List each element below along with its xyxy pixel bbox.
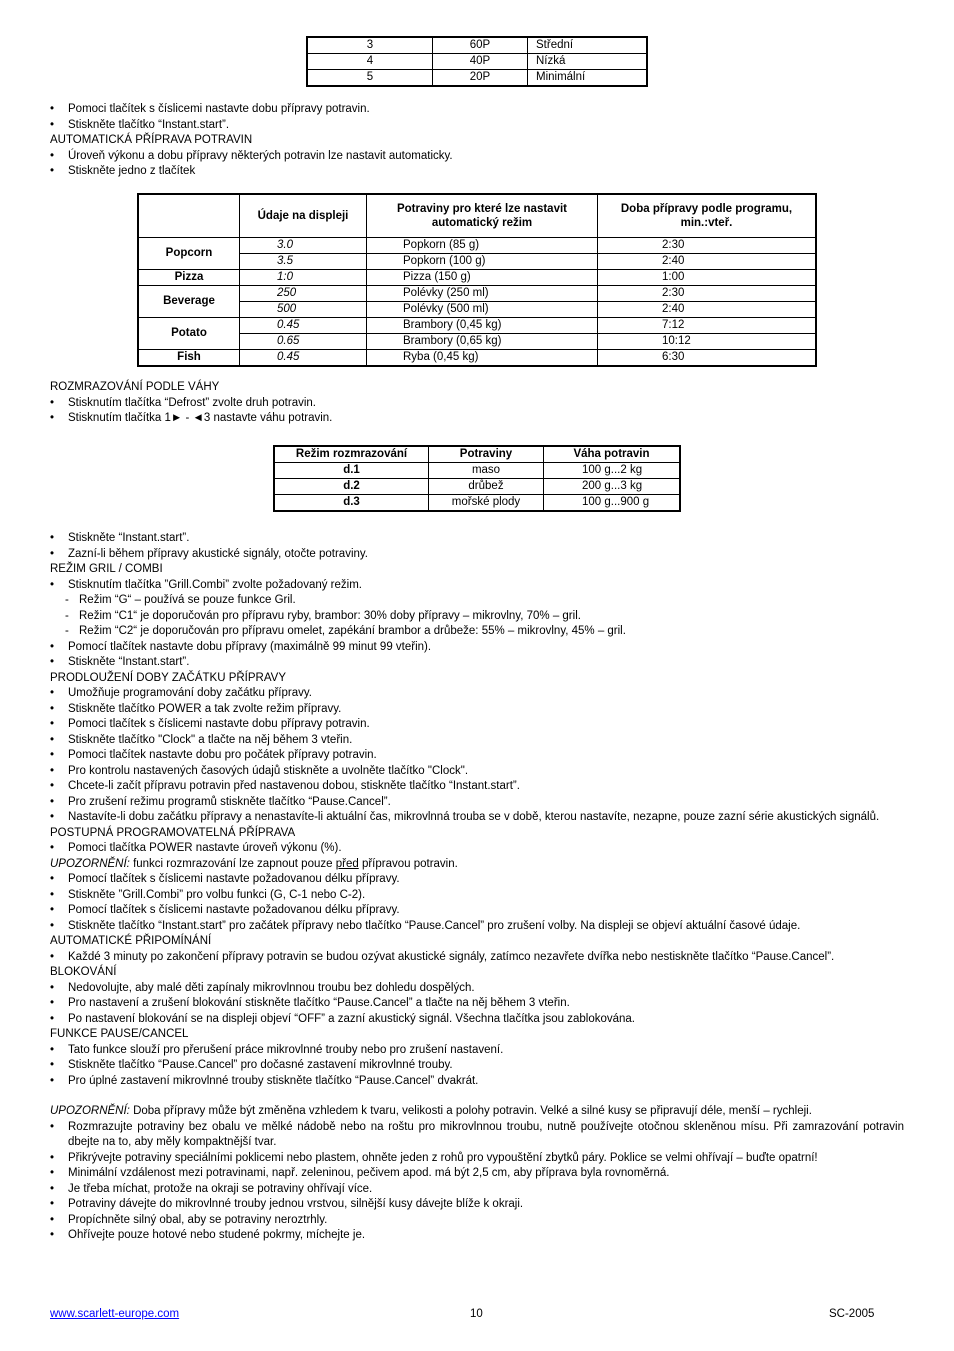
list-item: • Zazní-li během přípravy akustické signály, otočte potraviny.	[50, 547, 904, 563]
food-item: Polévky (250 ml)	[367, 286, 598, 302]
list-item: • Pomocí tlačítek s číslicemi nastavte požadovanou délku přípravy.	[50, 872, 904, 888]
table-cell: 200 g...3 kg	[544, 479, 681, 495]
list-item: - Režim “G“ – používá se pouze funkce Gril.	[65, 593, 904, 609]
cooking-time: 1:00	[598, 270, 817, 286]
table-row	[138, 270, 816, 286]
table-row	[138, 334, 816, 350]
display-value: 3.0	[240, 238, 367, 254]
list-item: • Je třeba míchat, protože na okraji se potraviny ohřívají více.	[50, 1182, 904, 1198]
table-cell: 4	[307, 54, 433, 70]
list-item: • Pomocí tlačítek nastavte dobu přípravy (maximálně 99 minut 99 vteřin).	[50, 640, 904, 656]
list-item: • Pomocí tlačítek s číslicemi nastavte požadovanou délku přípravy.	[50, 903, 904, 919]
list-item: • Stiskněte jedno z tlačítek	[50, 164, 904, 180]
list-item: • Rozmrazujte potraviny bez obalu ve mělké nádobě nebo na roštu pro mikrovlnnou troubu, nutně používejte otočnou skleněnou mísu. Při zamrazování potravin dbejte na to, aby měly kompaktnější tvar.	[50, 1120, 904, 1151]
table-cell: drůbež	[429, 479, 544, 495]
list-item: • Stiskněte tlačítko “Pause.Cancel” pro dočasné zastavení mikrovlnné trouby.	[50, 1058, 904, 1074]
display-value: 3.5	[240, 254, 367, 270]
cooking-time: 2:30	[598, 238, 817, 254]
table-row	[274, 463, 680, 479]
list-item: • Pomoci tlačítek s číslicemi nastavte dobu přípravy potravin.	[50, 102, 904, 118]
note-underlined: před	[335, 857, 359, 870]
list-item: • Ohřívejte pouze hotové nebo studené pokrmy, míchejte je.	[50, 1228, 904, 1244]
list-item: • Pomoci tlačítek s číslicemi nastavte dobu přípravy potravin.	[50, 717, 904, 733]
list-item: • Po nastavení blokování se na displeji objeví “OFF” a zazní akustický signál. Všechna tlačítka jsou zablokována.	[50, 1012, 904, 1028]
note-text: Doba přípravy může být změněna vzhledem k tvaru, velikosti a polohy potravin. Velké a silné kusy se připravují déle, menší – rychleji.	[129, 1105, 812, 1117]
table-row	[138, 350, 816, 367]
list-item: • Stiskněte tlačítko POWER a tak zvolte režim přípravy.	[50, 702, 904, 718]
list-item: • Stiskněte tlačítko “Instant.start” pro začátek přípravy nebo tlačítko “Pause.Cancel” pro zrušení volby. Na displeji se objeví aktuální časové údaje.	[50, 919, 904, 935]
list-item: • Pro úplné zastavení mikrovlnné trouby stiskněte tlačítko “Pause.Cancel” dvakrát.	[50, 1074, 904, 1090]
list-item: • Propíchněte silný obal, aby se potraviny neroztrhly.	[50, 1213, 904, 1229]
table-cell: d.3	[274, 495, 429, 512]
food-item: Popkorn (85 g)	[367, 238, 598, 254]
table-cell: d.1	[274, 463, 429, 479]
auto-cooking-table	[137, 193, 817, 367]
table-cell: 40P	[433, 54, 528, 70]
list-item: • Umožňuje programování doby začátku přípravy.	[50, 686, 904, 702]
list-item: • Pro zrušení režimu programů stiskněte tlačítko “Pause.Cancel”.	[50, 795, 904, 811]
list-item: • Chcete-li začít přípravu potravin před nastavenou dobou, stiskněte tlačítko “Instant.start”.	[50, 779, 904, 795]
display-value: 0.65	[240, 334, 367, 350]
table-cell: 60P	[433, 37, 528, 54]
display-value: 1:0	[240, 270, 367, 286]
list-item: - Režim “C2“ je doporučován pro přípravu omelet, zapékání brambor a drůbeže: 55% – mikrovlny, 45% – gril.	[65, 624, 904, 640]
note-label: UPOZORNĚNÍ:	[50, 1105, 130, 1117]
list-item: • Stisknutím tlačítka ”Grill.Combi” zvolte požadovaný režim.	[50, 578, 904, 594]
table-header: Potraviny	[429, 446, 544, 463]
power-level-table	[306, 36, 648, 87]
table-row	[138, 238, 816, 254]
list-item: - Režim “C1“ je doporučován pro přípravu ryby, brambor: 30% doby přípravy – mikrovlny, 70% – gril.	[65, 609, 904, 625]
table-cell: Minimální	[528, 70, 648, 87]
section-heading: AUTOMATICKÉ PŘIPOMÍNÁNÍ	[50, 935, 212, 947]
section-instructions	[50, 531, 904, 1244]
section-heading: ROZMRAZOVÁNÍ PODLE VÁHY	[50, 381, 220, 393]
cooking-time: 10:12	[598, 334, 817, 350]
table-cell: 3	[307, 37, 433, 54]
list-item: • Tato funkce slouží pro přerušení práce mikrovlnné trouby nebo pro zrušení nastavení.	[50, 1043, 904, 1059]
table-cell: mořské plody	[429, 495, 544, 512]
table-cell: Střední	[528, 37, 648, 54]
table-row	[138, 286, 816, 302]
list-item: • Nastavíte-li dobu začátku přípravy a nenastavíte-li aktuální čas, mikrovlnná trouba se v době, kterou nastavíte, nezapne, pouze zazní série akustických signálů.	[50, 810, 904, 826]
food-button-label: Beverage	[138, 286, 240, 318]
footer-link[interactable]	[50, 1307, 179, 1323]
list-item: • Stisknutím tlačítka “Defrost” zvolte druh potravin.	[50, 396, 904, 412]
list-item: • Stiskněte ”Grill.Combi” pro volbu funkci (G, C-1 nebo C-2).	[50, 888, 904, 904]
section-manual-cooking	[50, 102, 904, 180]
section-heading: REŽIM GRIL / COMBI	[50, 563, 163, 575]
list-item: • Stisknutím tlačítka 1► - ◄3 nastavte váhu potravin.	[50, 411, 904, 427]
list-item: • Potraviny dávejte do mikrovlnné trouby jednou vrstvou, silnější kusy dávejte blíže k okraji.	[50, 1197, 904, 1213]
table-row	[138, 254, 816, 270]
table-cell: 5	[307, 70, 433, 87]
food-button-label: Fish	[138, 350, 240, 367]
section-heading: PRODLOUŽENÍ DOBY ZAČÁTKU PŘÍPRAVY	[50, 671, 287, 684]
food-button-label: Potato	[138, 318, 240, 350]
defrost-table	[273, 445, 681, 512]
table-row	[307, 37, 647, 54]
table-row	[138, 318, 816, 334]
page-number: 10	[470, 1308, 483, 1320]
table-cell: 20P	[433, 70, 528, 87]
table-header: Údaje na displeji	[240, 194, 367, 238]
table-row	[274, 495, 680, 512]
cooking-time: 6:30	[598, 350, 817, 367]
food-item: Pizza (150 g)	[367, 270, 598, 286]
list-item: • Pomoci tlačítek nastavte dobu pro počátek přípravy potravin.	[50, 748, 904, 764]
note-text: přípravou potravin.	[358, 857, 458, 870]
table-cell: 100 g...2 kg	[544, 463, 681, 479]
list-item: • Pomoci tlačítka POWER nastavte úroveň výkonu (%).	[50, 841, 904, 857]
list-item: • Stiskněte “Instant.start”.	[50, 531, 904, 547]
table-cell: 100 g...900 g	[544, 495, 681, 512]
cooking-time: 2:40	[598, 302, 817, 318]
table-cell: d.2	[274, 479, 429, 495]
list-item: • Nedovolujte, aby malé děti zapínaly mikrovlnnou troubu bez dohledu dospělých.	[50, 981, 904, 997]
note-label: UPOZORNĚNÍ:	[50, 857, 130, 870]
warning-note	[50, 857, 904, 873]
section-heading: AUTOMATICKÁ PŘÍPRAVA POTRAVIN	[50, 134, 253, 146]
food-button-label: Pizza	[138, 270, 240, 286]
table-row	[307, 54, 647, 70]
food-item: Popkorn (100 g)	[367, 254, 598, 270]
cooking-time: 2:40	[598, 254, 817, 270]
list-item: • Pro nastavení a zrušení blokování stiskněte tlačítko “Pause.Cancel” a tlačte na něj během 3 vteřin.	[50, 996, 904, 1012]
section-defrost	[50, 380, 904, 427]
table-header: Váha potravin	[544, 446, 681, 463]
list-item: • Stiskněte tlačítko "Clock" a tlačte na něj během 3 vteřin.	[50, 733, 904, 749]
food-item: Brambory (0,45 kg)	[367, 318, 598, 334]
food-button-label: Popcorn	[138, 238, 240, 270]
display-value: 0.45	[240, 350, 367, 367]
table-row	[138, 302, 816, 318]
table-header: Režim rozmrazování	[274, 446, 429, 463]
list-item: • Pro kontrolu nastavených časových údajů stiskněte a uvolněte tlačítko "Clock".	[50, 764, 904, 780]
list-item: • Stiskněte tlačítko “Instant.start”.	[50, 118, 904, 134]
list-item: • Minimální vzdálenost mezi potravinami, např. zeleninou, pečivem apod. má být 2,5 cm, aby příprava byla rovnoměrná.	[50, 1166, 904, 1182]
section-heading: BLOKOVÁNÍ	[50, 966, 117, 978]
list-item: • Přikrývejte potraviny speciálními poklicemi nebo plastem, ohněte jeden z rohů pro vypouštění zbytků páry. Poklice se velmi ohřívají – buďte opatrní!	[50, 1151, 904, 1167]
section-heading: POSTUPNÁ PROGRAMOVATELNÁ PŘÍPRAVA	[50, 826, 296, 839]
website-link[interactable]: www.scarlett-europe.com	[50, 1308, 180, 1320]
display-value: 250	[240, 286, 367, 302]
food-item: Brambory (0,65 kg)	[367, 334, 598, 350]
cooking-time: 7:12	[598, 318, 817, 334]
cooking-time: 2:30	[598, 286, 817, 302]
table-row	[274, 479, 680, 495]
list-item: • Každé 3 minuty po zakončení přípravy potravin se budou ozývat akustické signály, zatímco nezavřete dvířka nebo nestiskněte tlačítko “Pause.Cancel”.	[50, 950, 904, 966]
note-text: funkci rozmrazování lze zapnout pouze	[129, 857, 336, 870]
display-value: 0.45	[240, 318, 367, 334]
table-header	[138, 194, 240, 238]
display-value: 500	[240, 302, 367, 318]
table-cell: Nízká	[528, 54, 648, 70]
section-heading: FUNKCE PAUSE/CANCEL	[50, 1028, 189, 1040]
model-number: SC-2005	[829, 1308, 875, 1320]
list-item: • Stiskněte “Instant.start”.	[50, 655, 904, 671]
list-item: • Úroveň výkonu a dobu přípravy některých potravin lze nastavit automaticky.	[50, 149, 904, 165]
table-header: Potraviny pro které lze nastavit automatický režim	[367, 194, 598, 238]
table-cell: maso	[429, 463, 544, 479]
table-row	[307, 70, 647, 87]
food-item: Polévky (500 ml)	[367, 302, 598, 318]
table-header: Doba přípravy podle programu, min.:vteř.	[598, 194, 817, 238]
warning-note	[50, 1104, 904, 1120]
food-item: Ryba (0,45 kg)	[367, 350, 598, 367]
